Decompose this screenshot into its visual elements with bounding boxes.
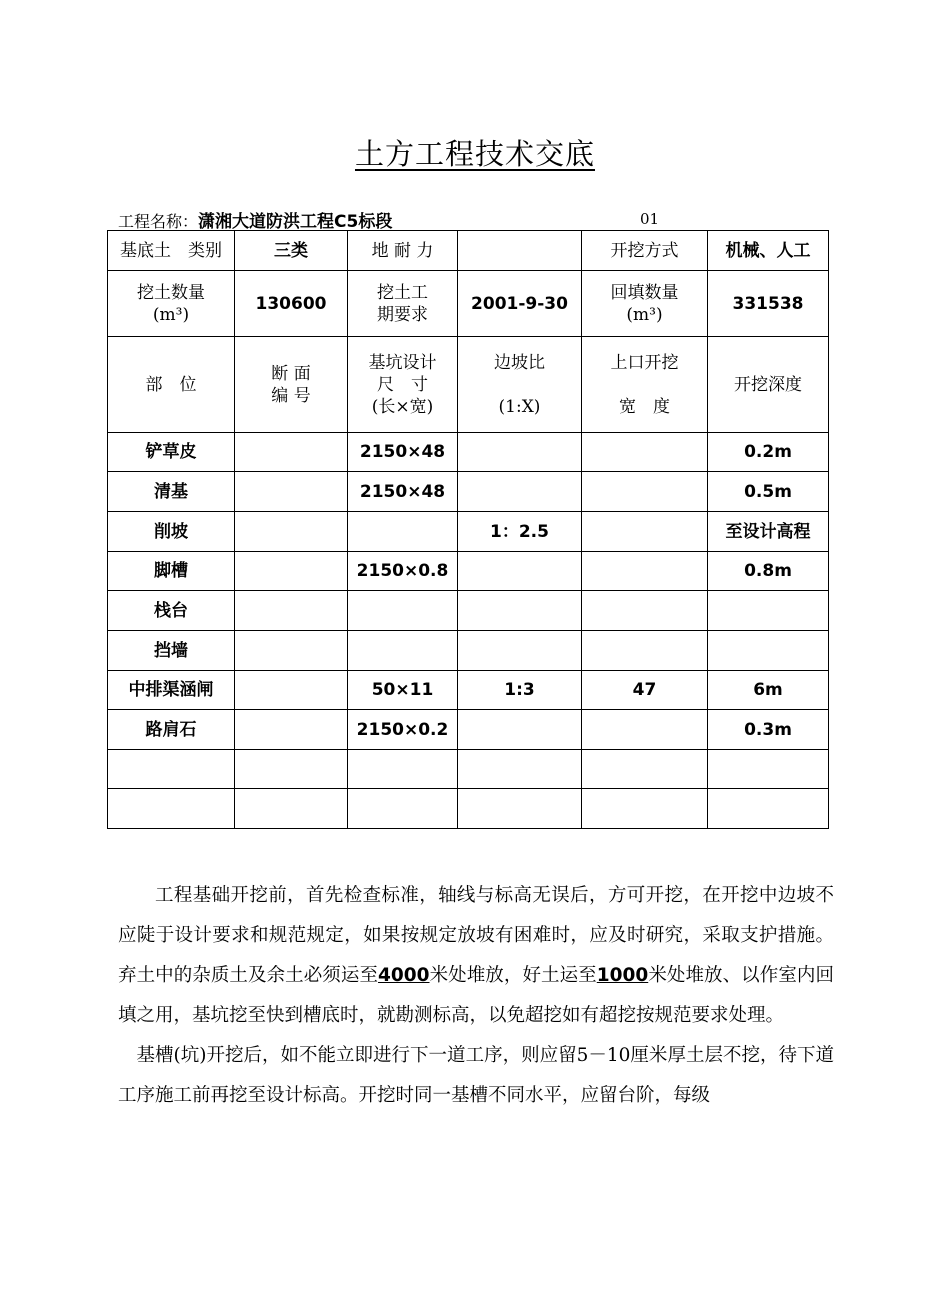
col-design-size: 基坑设计 尺 寸 (长×宽)	[348, 337, 458, 433]
header-row-soil	[108, 231, 829, 271]
excavation-period-value: 2001-9-30	[458, 271, 582, 337]
header-row-quantity	[108, 271, 829, 337]
page-title: 土方工程技术交底	[354, 137, 595, 171]
paragraph-2: 基槽(坑)开挖后，如不能立即进行下一道工序，则应留5－10厘米厚土层不挖，待下道工序施工前再挖至设计标高。开挖时同一基槽不同水平，应留台阶，每级	[118, 1045, 834, 1106]
fill-distance-2: 1000	[596, 965, 649, 986]
excavation-method-label: 开挖方式	[582, 231, 708, 271]
backfill-quantity-value: 331538	[708, 271, 829, 337]
body-text	[118, 876, 834, 1116]
table-row: 栈台	[108, 591, 829, 631]
table-row	[108, 789, 829, 829]
table-row: 铲草皮 2150×48 0.2m	[108, 433, 829, 472]
col-depth: 开挖深度	[708, 337, 829, 433]
excavation-method-value: 机械、人工	[708, 231, 829, 271]
table-row: 削坡 1：2.5 至设计高程	[108, 512, 829, 552]
bearing-capacity-label: 地 耐 力	[348, 231, 458, 271]
table-row: 路肩石 2150×0.2 0.3m	[108, 710, 829, 750]
soil-class-label: 基底土 类别	[108, 231, 235, 271]
excavation-period-label: 挖土工 期要求	[348, 271, 458, 337]
excavation-table	[107, 230, 829, 829]
soil-class-value: 三类	[235, 231, 348, 271]
bearing-capacity-value	[458, 231, 582, 271]
backfill-quantity-label: 回填数量 (m³)	[582, 271, 708, 337]
table-row: 挡墙	[108, 631, 829, 671]
col-section: 断 面 编 号	[235, 337, 348, 433]
table-row: 脚槽 2150×0.8 0.8m	[108, 552, 829, 591]
col-slope-ratio: 边坡比 (1:X)	[458, 337, 582, 433]
column-header-row	[108, 337, 829, 433]
fill-distance-1: 4000	[378, 965, 430, 986]
project-name-line	[118, 207, 392, 232]
paragraph-1: 工程基础开挖前，首先检查标准，轴线与标高无误后，方可开挖，在开挖中边坡不应陡于设计要求和规范规定，如果按规定放坡有困难时，应及时研究，采取支护措施。弃土中的杂质土及余土必须运至4000米处堆放，好土运至1000米处堆放、以作室内回填之用，基坑挖至快到槽底时，就勘测标高，以免超挖如有超挖按规范要求处理。	[118, 885, 834, 1026]
project-name: 潇湘大道防洪工程C5标段	[198, 212, 393, 232]
col-top-width: 上口开挖 宽 度	[582, 337, 708, 433]
excavation-quantity-label: 挖土数量 (m³)	[108, 271, 235, 337]
col-part: 部 位	[108, 337, 235, 433]
document-number: 01	[640, 210, 660, 228]
table-row: 清基 2150×48 0.5m	[108, 472, 829, 512]
table-row	[108, 750, 829, 789]
project-label: 工程名称：	[118, 212, 199, 231]
excavation-quantity-value: 130600	[235, 271, 348, 337]
table-row: 中排渠涵闸 50×11 1:3 47 6m	[108, 671, 829, 710]
